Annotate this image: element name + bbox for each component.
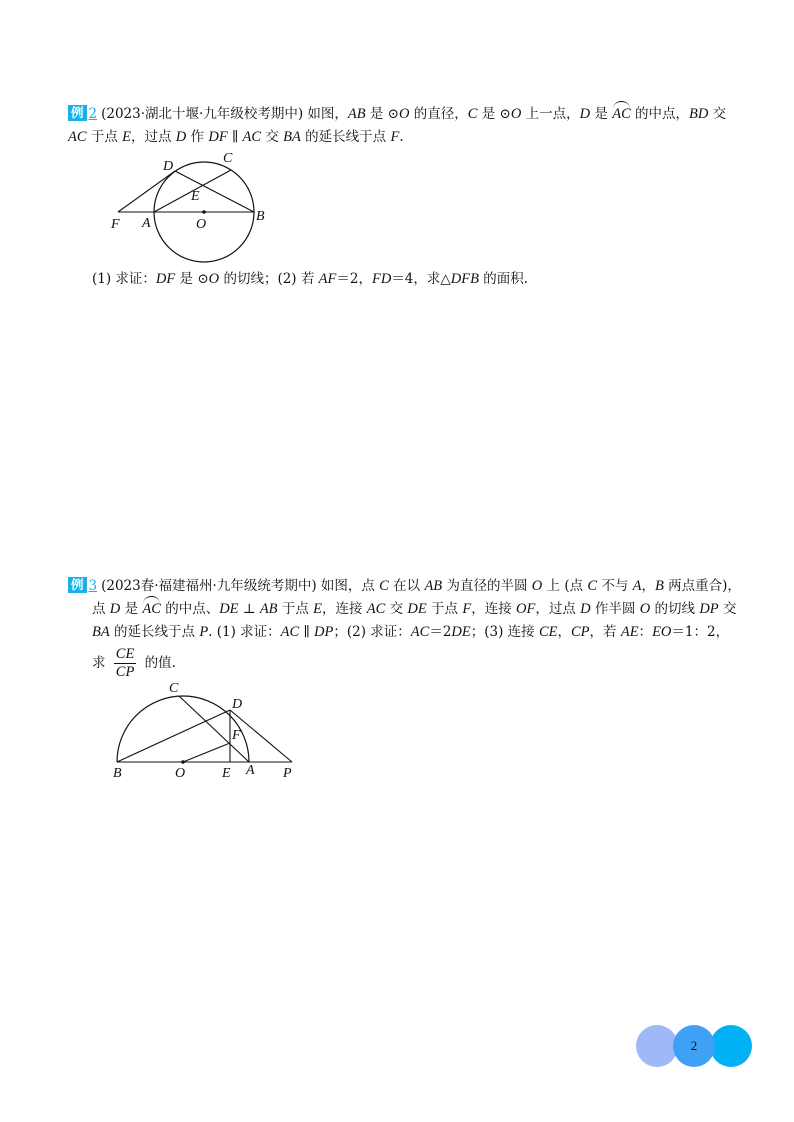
- text: ＝2，: [336, 271, 372, 287]
- text: 是: [590, 106, 613, 122]
- text: 的直径，: [409, 106, 468, 122]
- math: DFB: [450, 271, 479, 287]
- text: ，: [641, 578, 655, 594]
- label-D: D: [232, 697, 243, 712]
- text: ，: [557, 624, 572, 640]
- math: O: [399, 106, 410, 122]
- example-3: [68, 575, 741, 681]
- text: (1) 求证：: [92, 271, 156, 287]
- semicircle-o: [117, 696, 249, 762]
- arc-math: AC: [142, 598, 161, 621]
- center-dot: [181, 760, 185, 764]
- text: 的中点，: [630, 106, 690, 122]
- example-2: [68, 103, 738, 149]
- text: 求: [92, 655, 110, 671]
- label-O: O: [196, 217, 207, 232]
- label-F: F: [111, 217, 120, 232]
- text: ，过点: [130, 129, 176, 145]
- label-E: E: [191, 189, 200, 204]
- math: DE: [219, 601, 239, 617]
- text: ∥: [299, 624, 315, 640]
- line-fd: [118, 171, 175, 212]
- text: ，过点: [535, 601, 581, 617]
- text: . (1) 求证：: [208, 624, 281, 640]
- text: ，若: [589, 624, 621, 640]
- math: D: [580, 601, 591, 617]
- text: ＝2: [429, 624, 452, 640]
- text: (2023春·福建福州·九年级统考期中) 如图，点: [101, 578, 380, 594]
- label-D: D: [163, 159, 174, 174]
- text: ：: [638, 624, 653, 640]
- text: 两点重合)，: [663, 578, 741, 594]
- label-B: B: [256, 209, 265, 224]
- math: DE: [407, 601, 427, 617]
- math: OF: [516, 601, 536, 617]
- math: D: [579, 106, 591, 122]
- math: AC: [410, 624, 430, 640]
- text: 的切线；(2) 若: [219, 271, 319, 287]
- math: EO: [652, 624, 672, 640]
- text: 交: [708, 106, 727, 122]
- example-3-line-1: [68, 575, 741, 598]
- text: 的切线: [650, 601, 700, 617]
- figure-example-2: [100, 145, 280, 265]
- math: O: [510, 106, 522, 122]
- arc-math: AC: [612, 103, 631, 126]
- text: 的延长线于点: [109, 624, 200, 640]
- text: 交: [385, 601, 408, 617]
- label-C: C: [169, 681, 179, 696]
- math: O: [531, 578, 543, 594]
- text: ；(3) 连接: [470, 624, 539, 640]
- text: 不与: [597, 578, 633, 594]
- example-tag: 例: [68, 105, 87, 121]
- decor-circle: [710, 1025, 752, 1067]
- text: 于点: [277, 601, 314, 617]
- example-number: 3: [88, 578, 98, 594]
- math: A: [632, 578, 642, 594]
- math: DF: [155, 271, 176, 287]
- math: F: [462, 601, 472, 617]
- label-E: E: [222, 766, 231, 780]
- text: 交: [718, 601, 737, 617]
- math: P: [199, 624, 209, 640]
- text: 上一点，: [521, 106, 580, 122]
- text: 为直径的半圆: [442, 578, 532, 594]
- math: DP: [699, 601, 719, 617]
- math: O: [208, 271, 220, 287]
- text: 交: [261, 129, 284, 145]
- label-P: P: [283, 766, 292, 780]
- denominator: CP: [115, 664, 135, 680]
- text: .: [399, 129, 404, 145]
- label-O: O: [175, 766, 186, 780]
- text: 的面积.: [478, 271, 529, 287]
- example-tag: 例: [68, 577, 87, 593]
- label-C: C: [223, 151, 233, 166]
- numerator: CE: [115, 646, 135, 662]
- text: 是 ⊙: [477, 106, 511, 122]
- text: 点: [92, 601, 110, 617]
- center-dot: [202, 210, 206, 214]
- text: 上 (点: [542, 578, 588, 594]
- math: AB: [259, 601, 278, 617]
- math: CP: [571, 624, 590, 640]
- text: ；(2) 求证：: [333, 624, 411, 640]
- text: 于点: [86, 129, 123, 145]
- math: C: [379, 578, 389, 594]
- label-F: F: [232, 728, 241, 743]
- label-A: A: [246, 763, 255, 778]
- text: ，连接: [322, 601, 367, 617]
- text: 的值.: [140, 655, 176, 671]
- math: DF: [208, 129, 228, 145]
- math: CE: [538, 624, 558, 640]
- math: AF: [318, 271, 337, 287]
- label-A: A: [142, 216, 151, 231]
- math: AB: [347, 106, 366, 122]
- decor-circle: [636, 1025, 678, 1067]
- label-B: B: [113, 766, 122, 780]
- math: DE: [451, 624, 471, 640]
- text: ⊥: [238, 601, 260, 617]
- math: AC: [242, 129, 262, 145]
- math: AC: [280, 624, 300, 640]
- math: C: [467, 106, 478, 122]
- text: ＝4，求△: [391, 271, 451, 287]
- math: E: [122, 129, 131, 145]
- text: 的延长线于点: [300, 129, 391, 145]
- text: ＝1：2，: [671, 624, 730, 640]
- line-db: [175, 171, 254, 212]
- page-number: 2: [690, 1038, 698, 1053]
- math: AE: [620, 624, 639, 640]
- math: AC: [68, 129, 87, 145]
- text: 作半圆: [590, 601, 640, 617]
- math: FD: [371, 271, 392, 287]
- math: E: [313, 601, 322, 617]
- text: 作: [186, 129, 209, 145]
- text: ，连接: [471, 601, 517, 617]
- text: (2023·湖北十堰·九年级校考期中) 如图，: [101, 106, 348, 122]
- math: D: [109, 601, 121, 617]
- example-3-line-3: [68, 621, 738, 644]
- math: AB: [424, 578, 443, 594]
- example-3-line-2: [68, 598, 738, 621]
- text: 在以: [388, 578, 425, 594]
- math: C: [587, 578, 598, 594]
- line-of: [183, 743, 230, 762]
- math: D: [175, 129, 187, 145]
- page-number-badge: [636, 1025, 752, 1067]
- math: AC: [366, 601, 386, 617]
- example-2-line-1: [68, 103, 738, 126]
- math: BD: [689, 106, 709, 122]
- example-number: 2: [88, 106, 98, 122]
- text: 是: [120, 601, 143, 617]
- text: 是 ⊙: [175, 271, 209, 287]
- text: 的中点、: [160, 601, 220, 617]
- math: F: [390, 129, 400, 145]
- math: BA: [92, 624, 110, 640]
- text: 于点: [426, 601, 463, 617]
- text: 是 ⊙: [365, 106, 399, 122]
- math: BA: [283, 129, 301, 145]
- math: O: [639, 601, 651, 617]
- example-2-questions: [92, 268, 528, 291]
- math: B: [655, 578, 664, 594]
- math: DP: [314, 624, 334, 640]
- text: ∥: [227, 129, 243, 145]
- figure-example-3: [105, 675, 305, 780]
